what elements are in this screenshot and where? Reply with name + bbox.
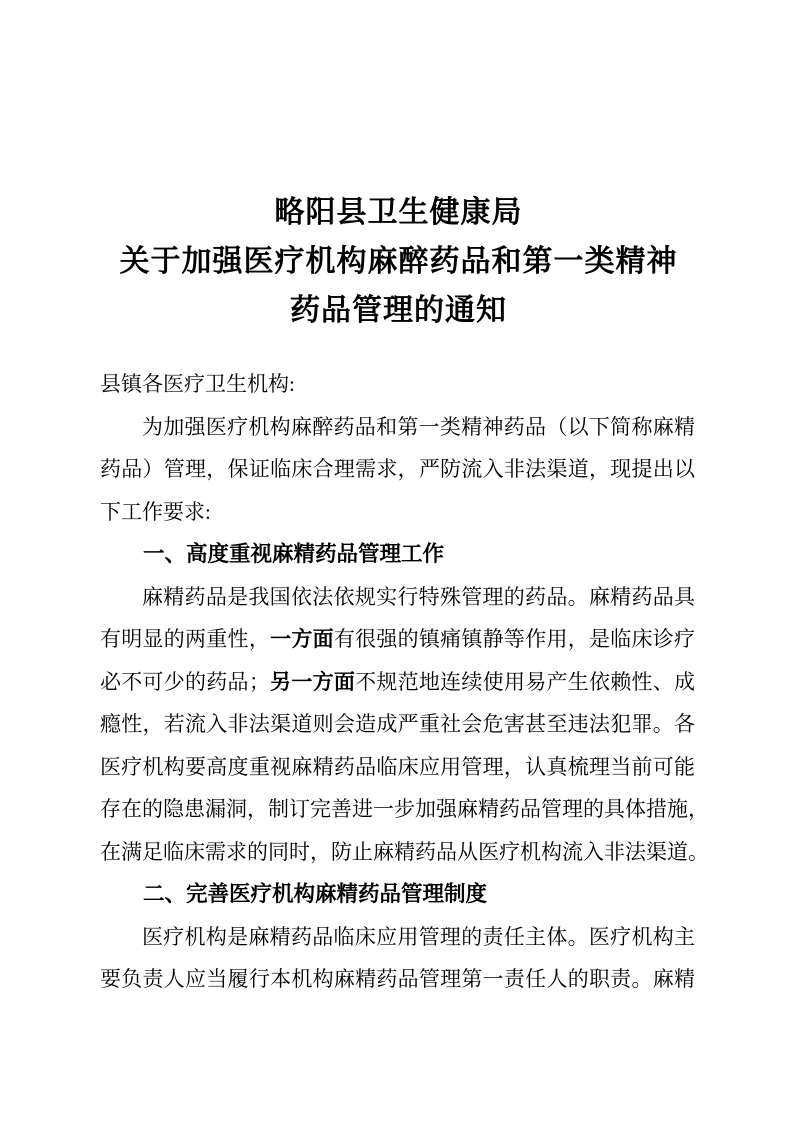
title-line-2: 关于加强医疗机构麻醉药品和第一类精神	[119, 245, 678, 278]
text-run: 在满足临床需求的同时，防止麻精药品从医疗机构流入非法渠道。	[100, 839, 709, 864]
text-run: 瘾性，若流入非法渠道则会造成严重社会危害甚至违法犯罪。各	[100, 712, 695, 736]
text-run: 下工作要求:	[100, 499, 211, 524]
text-run: 有很强的镇痛镇静等作用，是临床诊疗	[333, 627, 696, 651]
document-title	[100, 188, 697, 335]
bold-text-run: 一方面	[270, 628, 334, 651]
text-run: 医疗机构是麻精药品临床应用管理的责任主体。医疗机构主	[142, 924, 695, 949]
text-run: 县镇各医疗卫生机构:	[100, 372, 295, 396]
text-line	[100, 533, 695, 576]
bold-text-run: 一、高度重视麻精药品管理工作	[143, 542, 445, 566]
text-line	[100, 448, 695, 491]
text-line	[100, 406, 695, 449]
text-line	[100, 788, 709, 831]
text-line	[100, 491, 695, 534]
text-line	[100, 618, 695, 661]
text-run: 存在的隐患漏洞，制订完善进一步加强麻精药品管理的具体措施，	[100, 797, 709, 821]
bold-text-run: 二、完善医疗机构麻精药品管理制度	[143, 882, 488, 906]
document-body	[100, 363, 709, 1001]
text-line	[100, 746, 695, 789]
text-run: 不规范地连续使用易产生依赖性、成	[355, 669, 696, 694]
text-line	[100, 703, 695, 746]
text-line	[100, 661, 695, 704]
bold-text-run: 另一方面	[269, 670, 356, 694]
text-line	[100, 363, 695, 406]
text-line	[100, 916, 695, 959]
text-run: 必不可少的药品；	[100, 669, 270, 694]
text-run: 药品）管理，保证临床合理需求，严防流入非法渠道，现提出以	[100, 457, 695, 481]
text-run: 有明显的两重性，	[100, 627, 271, 651]
text-line	[100, 576, 695, 619]
text-run: 为加强医疗机构麻醉药品和第一类精神药品（以下简称麻精	[142, 414, 695, 439]
text-line	[100, 958, 695, 1001]
text-run: 医疗机构要高度重视麻精药品临床应用管理，认真梳理当前可能	[100, 754, 695, 779]
text-line	[100, 873, 695, 916]
text-line	[100, 831, 709, 874]
text-run: 要负责人应当履行本机构麻精药品管理第一责任人的职责。麻精	[100, 967, 695, 991]
title-line-3: 药品管理的通知	[290, 294, 507, 327]
title-line-1: 略阳县卫生健康局	[274, 196, 523, 229]
text-run: 麻精药品是我国依法依规实行特殊管理的药品。麻精药品具	[142, 584, 695, 609]
